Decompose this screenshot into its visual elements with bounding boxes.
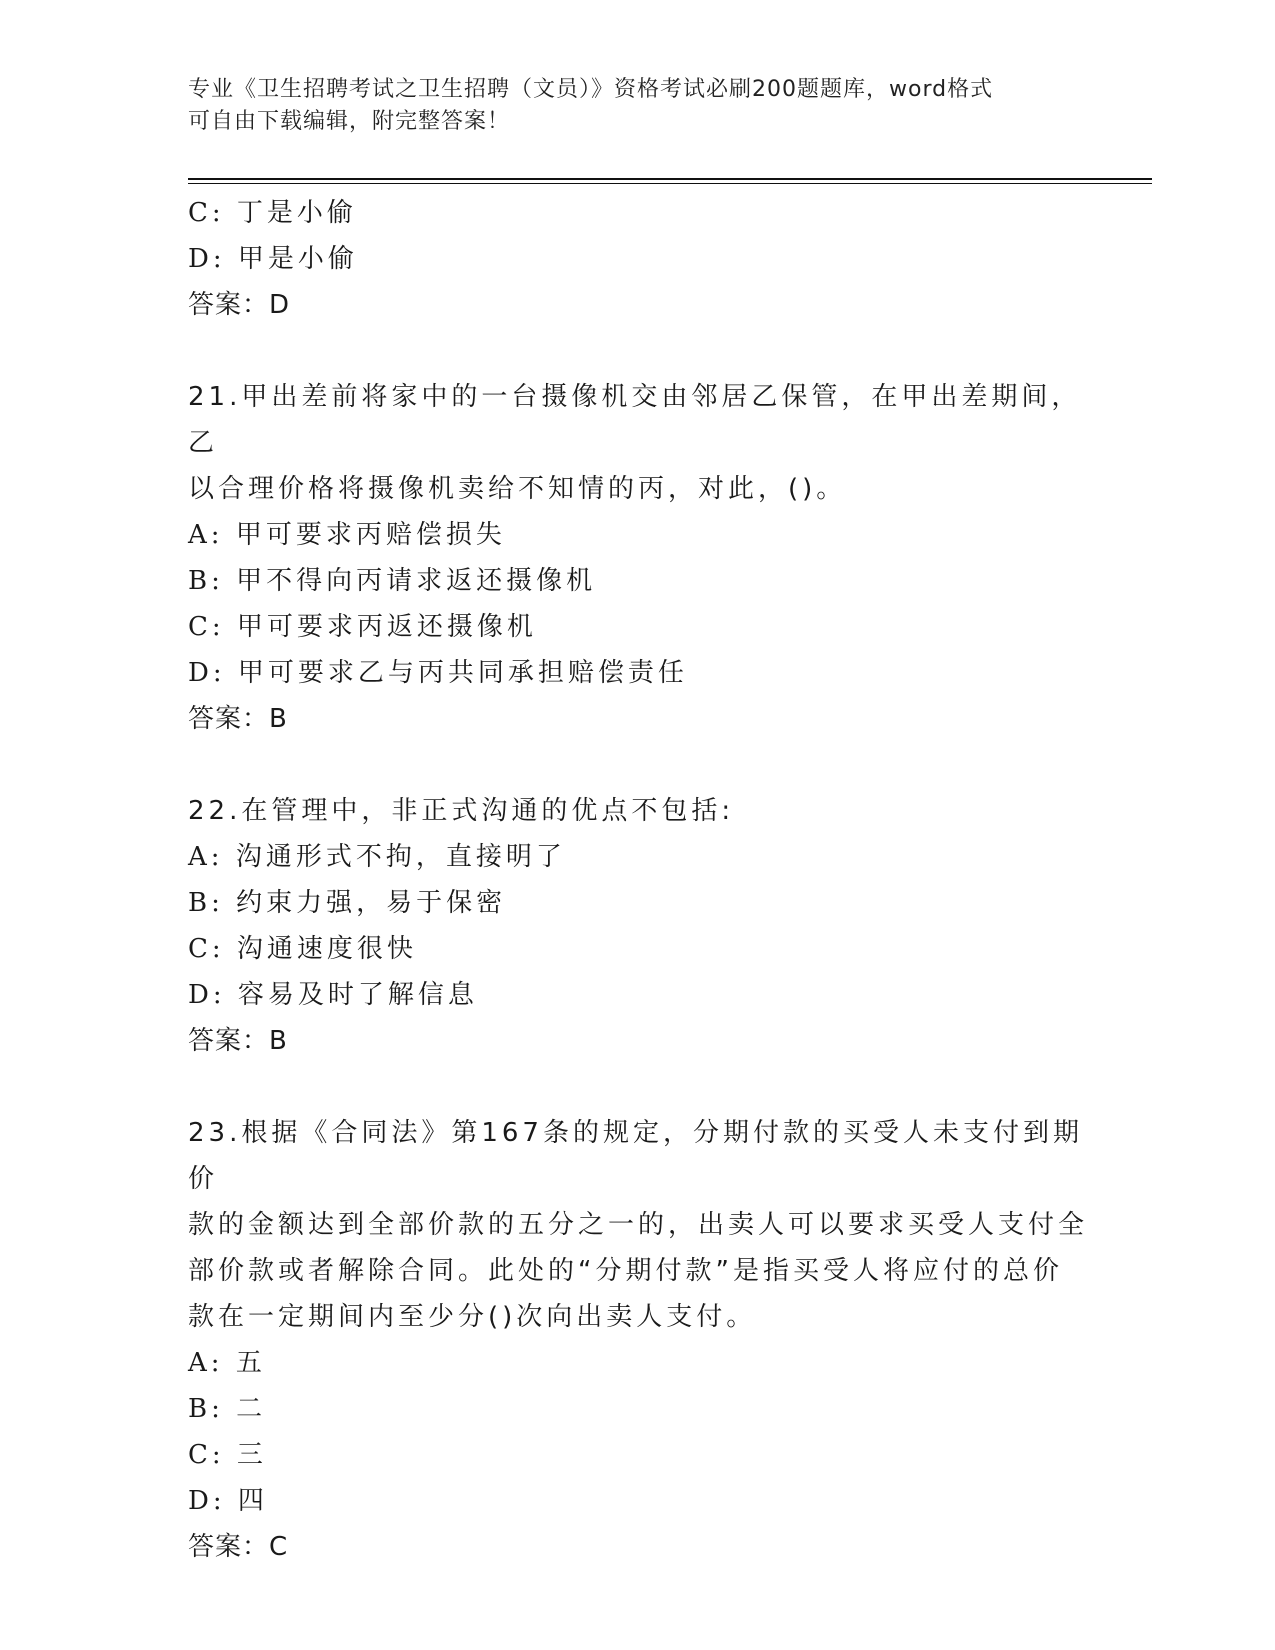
option-a [188,1340,1088,1386]
option-text: 甲可要求丙赔偿损失 [235,520,506,550]
header-line-2: 可自由下载编辑，附完整答案！ [188,109,511,134]
answer-line: 答案：B [188,704,288,734]
question-stem-line: 23.根据《合同法》第167条的规定，分期付款的买受人未支付到期价 [188,1118,1083,1194]
option-letter: B: [188,1394,224,1424]
option-b [188,880,1088,926]
spacer [188,742,1088,788]
option-text: 容易及时了解信息 [237,980,478,1010]
option-text: 二 [236,1394,267,1424]
option-letter: A: [188,520,224,550]
option-letter: C: [188,934,225,964]
answer-line: 答案：B [188,1026,288,1056]
option-letter: C: [188,198,225,228]
answer-line: 答案：D [188,290,291,320]
option-letter: A: [188,842,224,872]
option-d [188,972,1088,1018]
option-d [188,650,1088,696]
option-b [188,558,1088,604]
answer-line: 答案：C [188,1532,289,1562]
option-text: 甲可要求乙与丙共同承担赔偿责任 [237,658,688,688]
header-line-1: 专业《卫生招聘考试之卫生招聘（文员）》资格考试必刷200题题库，word格式 [188,77,994,102]
document-header [188,74,1088,138]
question-23 [188,1110,1088,1570]
option-letter: B: [188,888,224,918]
previous-question-tail [188,190,1088,328]
option-d [188,236,1088,282]
option-text: 四 [237,1486,268,1516]
option-c [188,926,1088,972]
header-divider-thick [188,178,1152,180]
document-body [188,190,1088,1570]
header-divider-thin [188,183,1152,184]
option-letter: C: [188,612,225,642]
option-d [188,1478,1088,1524]
option-text: 约束力强，易于保密 [236,888,507,918]
option-text: 甲可要求丙返还摄像机 [236,612,537,642]
option-text: 五 [235,1348,266,1378]
option-text: 沟通速度很快 [236,934,417,964]
question-stem-line: 款的金额达到全部价款的五分之一的，出卖人可以要求买受人支付全 [188,1210,1089,1240]
question-stem-line: 以合理价格将摄像机卖给不知情的丙，对此，()。 [188,474,847,504]
option-letter: D: [188,1486,226,1516]
question-stem-line: 21.甲出差前将家中的一台摄像机交由邻居乙保管，在甲出差期间，乙 [188,382,1082,458]
question-stem-line: 22.在管理中，非正式沟通的优点不包括: [188,796,735,826]
option-text: 甲是小偷 [237,244,358,274]
option-letter: D: [188,244,226,274]
option-a [188,834,1088,880]
option-letter: A: [188,1348,224,1378]
spacer [188,328,1088,374]
option-letter: D: [188,658,226,688]
option-b [188,1386,1088,1432]
option-text: 沟通形式不拘，直接明了 [235,842,566,872]
question-21 [188,374,1088,742]
question-stem-line: 款在一定期间内至少分()次向出卖人支付。 [188,1302,757,1332]
question-22 [188,788,1088,1064]
option-text: 三 [236,1440,267,1470]
option-c [188,190,1088,236]
option-letter: B: [188,566,224,596]
option-c [188,1432,1088,1478]
option-letter: D: [188,980,226,1010]
option-a [188,512,1088,558]
option-c [188,604,1088,650]
option-letter: C: [188,1440,225,1470]
question-stem-line: 部价款或者解除合同。此处的“分期付款”是指买受人将应付的总价 [188,1256,1063,1286]
spacer [188,1064,1088,1110]
option-text: 丁是小偷 [236,198,357,228]
option-text: 甲不得向丙请求返还摄像机 [236,566,597,596]
